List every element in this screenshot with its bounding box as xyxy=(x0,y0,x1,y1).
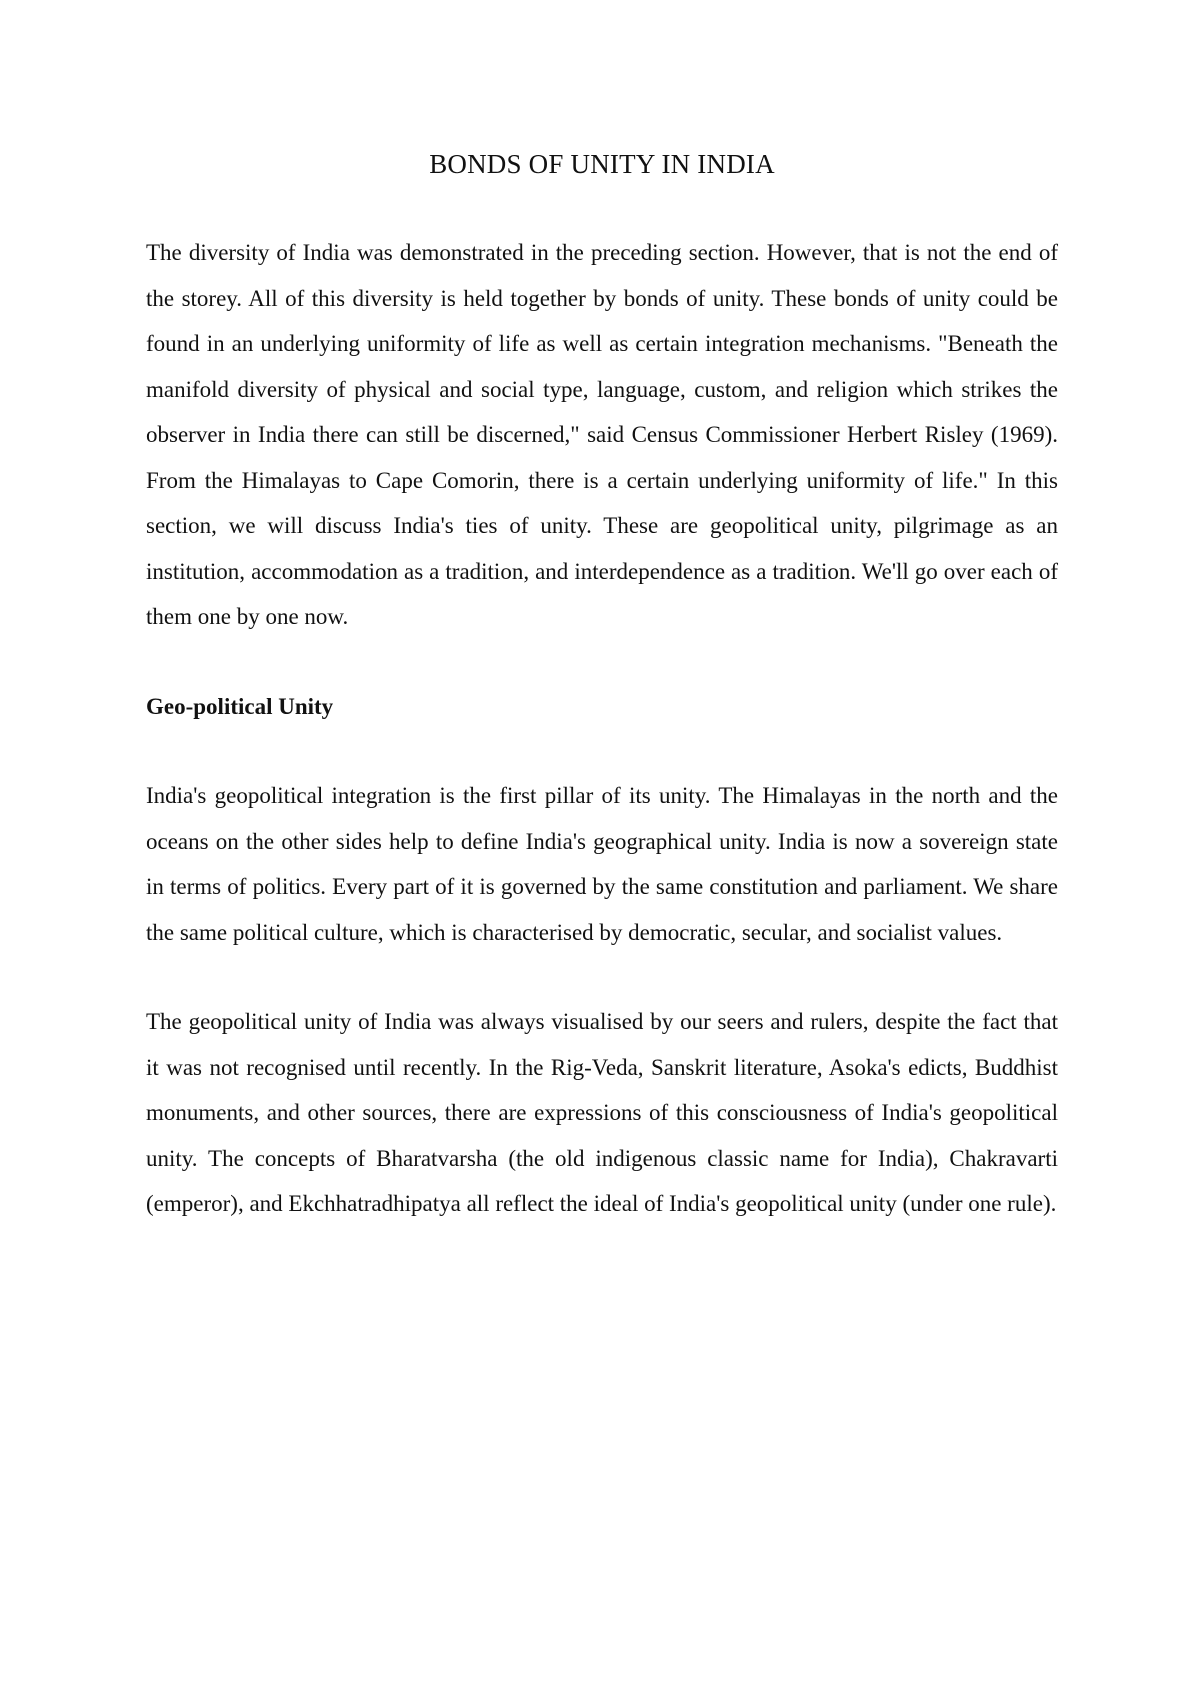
document-title: BONDS OF UNITY IN INDIA xyxy=(429,149,775,179)
section-heading: Geo-political Unity xyxy=(146,693,334,719)
intro-paragraph: The diversity of India was demonstrated in the preceding section. However, that is not the end of the storey. All of this diversity is held together by bonds of unity. These bonds of unity could be found in an underlying uniformity of life as well as certain integration mechanisms. "Beneath the manifold diversity of physical and social type, language, custom, and religion which strikes the observer in India there can still be discerned," said Census Commissioner Herbert Risley (1969). From the Himalayas to Cape Comorin, there is a certain underlying uniformity of life." In this section, we will discuss India's ties of unity. These are geopolitical unity, pilgrimage as an institution, accommodation as a tradition, and interdependence as a tradition. We'll go over each of them one by one now. xyxy=(146,240,1058,629)
section-paragraph-2: The geopolitical unity of India was always visualised by our seers and rulers, despite the fact that it was not recognised until recently. In the Rig-Veda, Sanskrit literature, Asoka's edicts, Buddhist monuments, and other sources, there are expressions of this consciousness of India's geopolitical unity. The concepts of Bharatvarsha (the old indigenous classic name for India), Chakravarti (emperor), and Ekchhatradhipatya all reflect the ideal of India's geopolitical unity (under one rule). xyxy=(146,1009,1058,1216)
document-body xyxy=(146,140,1058,1227)
section-paragraph-1: India's geopolitical integration is the first pillar of its unity. The Himalayas in the north and the oceans on the other sides help to define India's geographical unity. India is now a sovereign state in terms of politics. Every part of it is governed by the same constitution and parliament. We share the same political culture, which is characterised by democratic, secular, and socialist values. xyxy=(146,783,1058,945)
